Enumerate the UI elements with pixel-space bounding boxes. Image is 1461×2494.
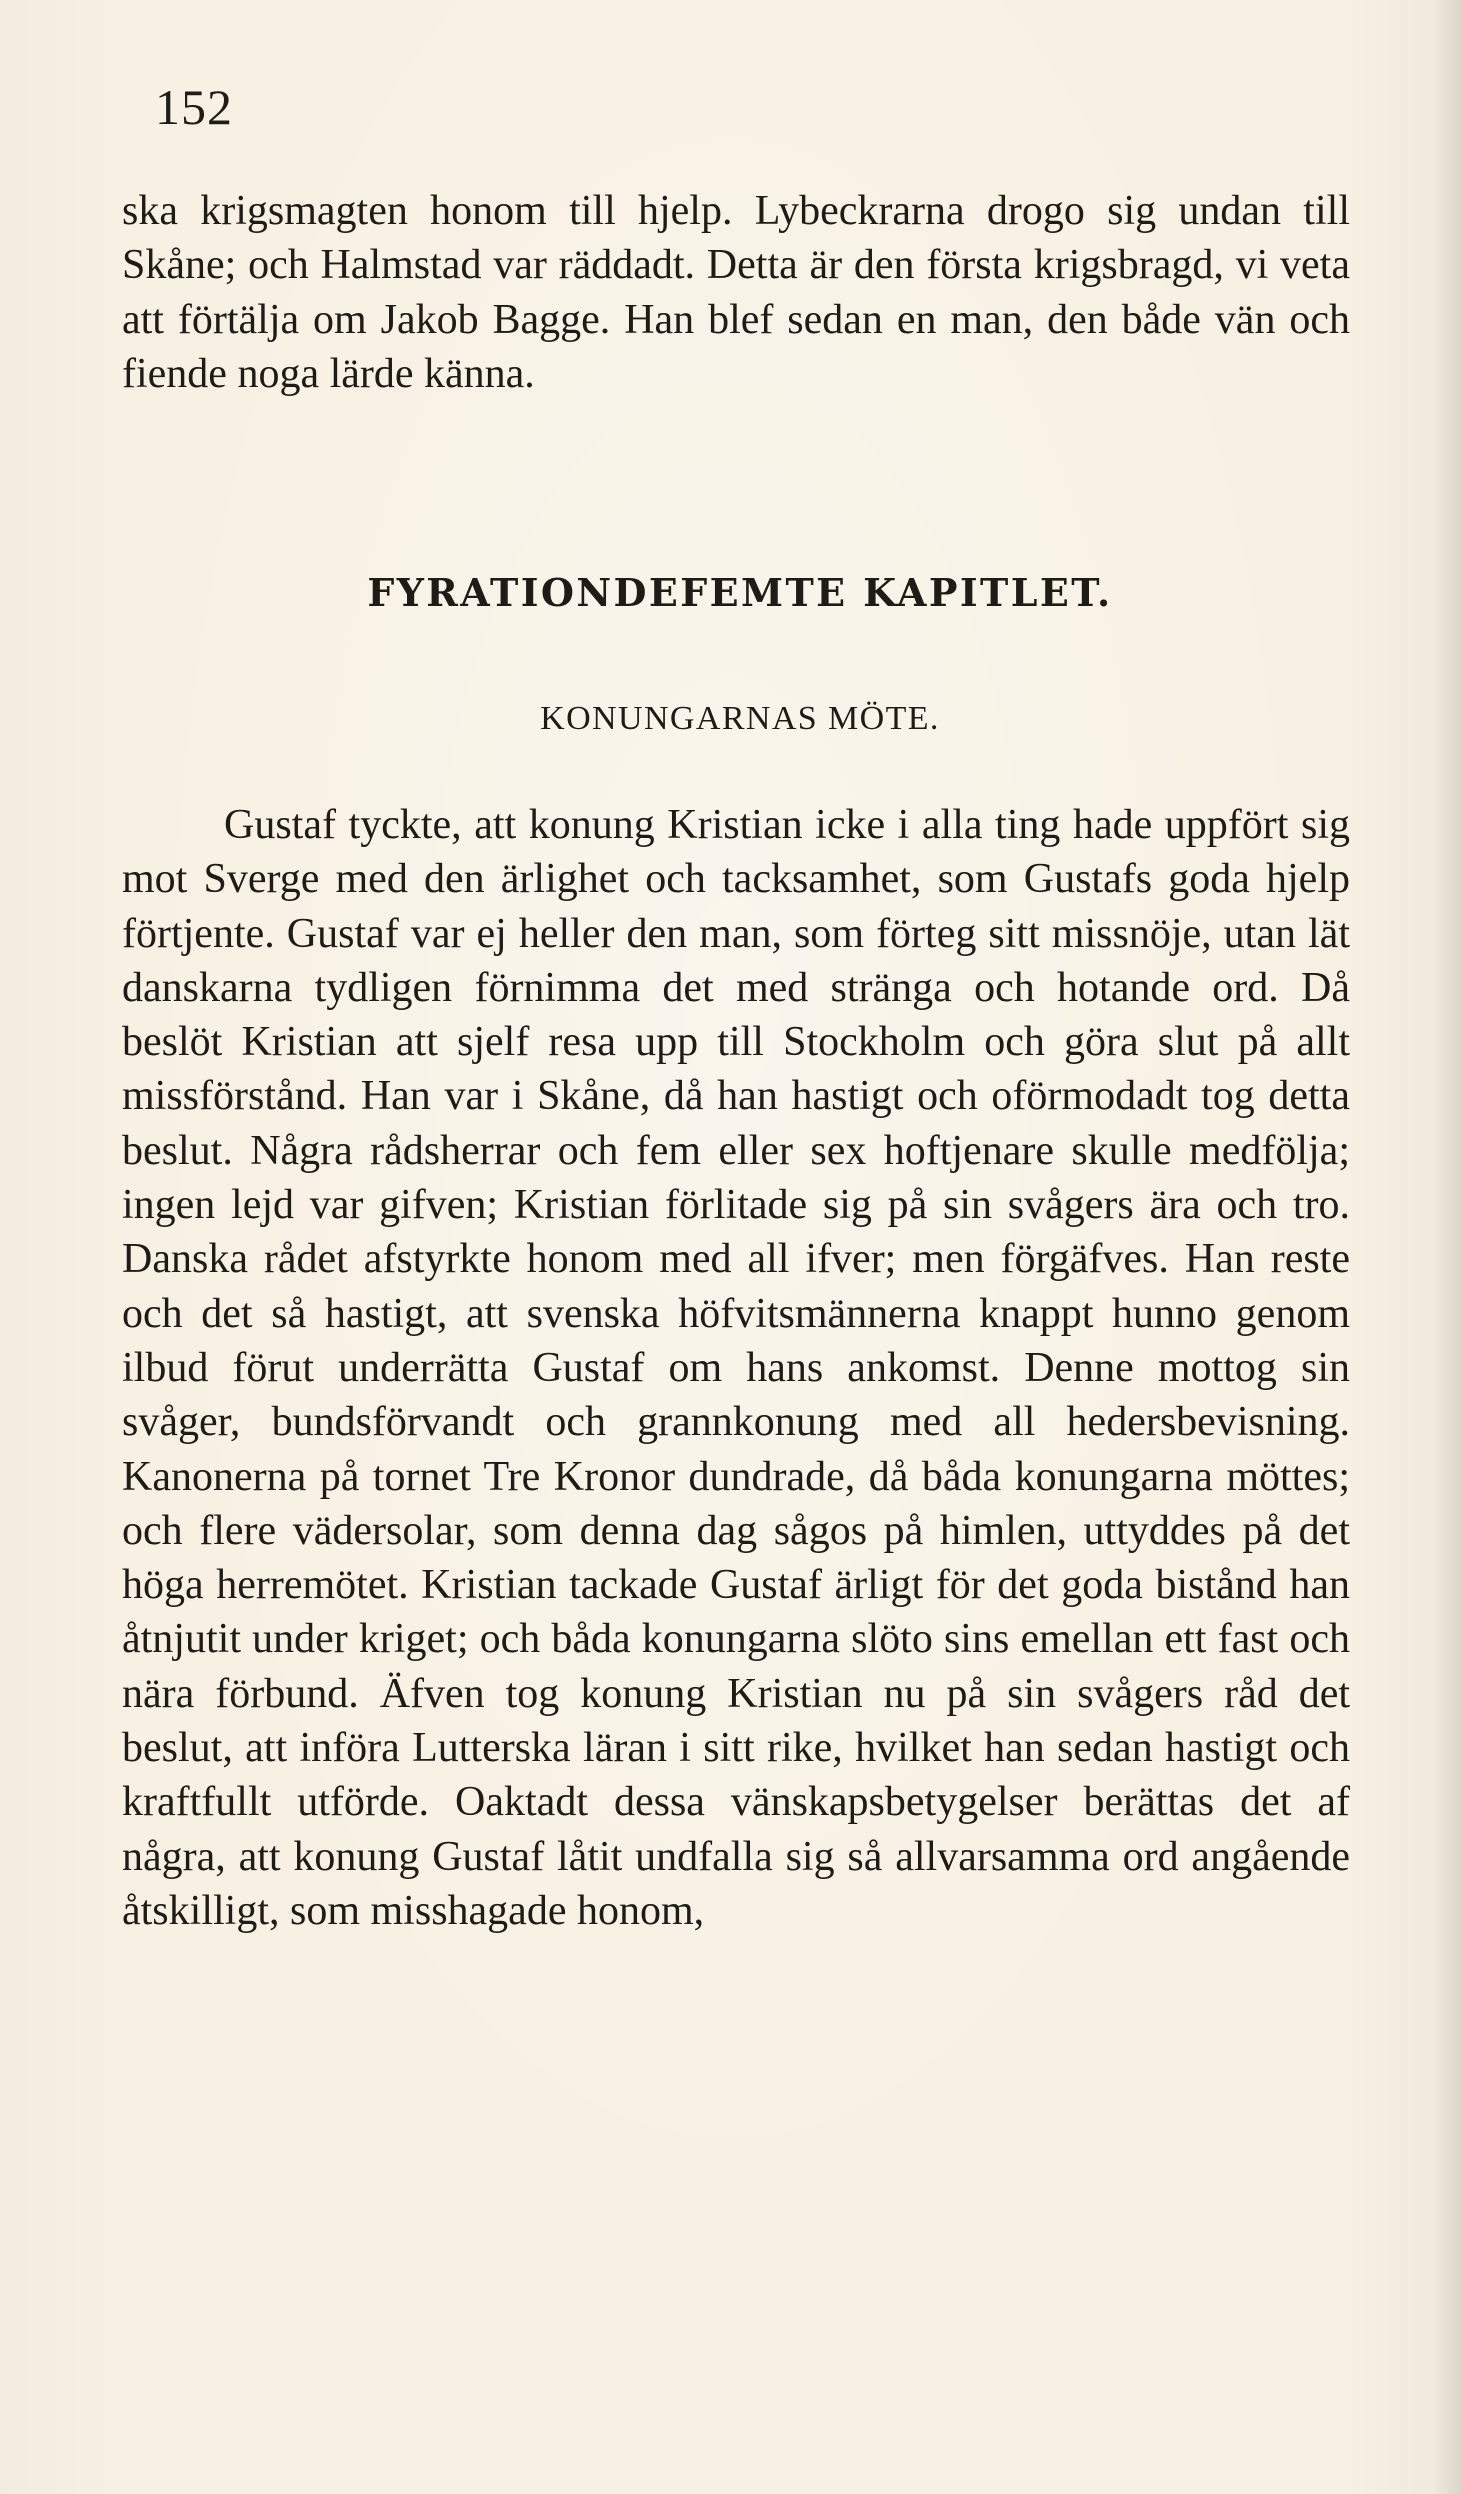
page-number: 152	[155, 79, 233, 135]
page-edge-shadow	[1433, 0, 1461, 2494]
chapter-subheading: KONUNGARNAS MÖTE.	[540, 700, 940, 737]
body-paragraph: Gustaf tyckte, att konung Kristian icke i alla ting hade uppfört sig mot Sverge med den ärlighet och tacksamhet, som Gustafs goda hjelp förtjente. Gustaf var ej heller den man, som förteg sitt missnöje, utan lät danskarna tydligen förnimma det med stränga och hotande ord. Då beslöt Kristian att sjelf resa upp till Stockholm och göra slut på allt missförstånd. Han var i Skåne, då han hastigt och oförmodadt tog detta beslut. Några rådsherrar och fem eller sex hoftjenare skulle medfölja; ingen lejd var gifven; Kristian förlitade sig på sin svågers ära och tro. Danska rådet afstyrkte honom med all ifver; men förgäfves. Han reste och det så hastigt, att svenska höfvitsmännerna knappt hunno genom ilbud förut underrätta Gustaf om hans ankomst. Denne mottog sin svåger, bundsförvandt och grannkonung med all hedersbevisning. Kanonerna på tornet Tre Kronor dundrade, då båda konungarna möttes; och flere vädersolar, som denna dag sågos på himlen, uttyddes på det höga herremötet. Kristian tackade Gustaf ärligt för det goda bistånd han åtnjutit under kriget; och båda konungarna slöto sins emellan ett fast och nära förbund. Äfven tog konung Kristian nu på sin svågers råd det beslut, att införa Lutterska läran i sitt rike, hvilket han sedan hastigt och kraftfullt utförde. Oaktadt dessa vänskapsbetygelser berättas det af några, att konung Gustaf låtit undfalla sig så allvarsamma ord angående åtskilligt, som misshagade honom,	[122, 802, 1350, 1934]
intro-paragraph: ska krigsmagten honom till hjelp. Lybeckrarna drogo sig undan till Skåne; och Halmstad var räddadt. Detta är den första krigsbragd, vi veta att förtälja om Jakob Bagge. Han blef sedan en man, den både vän och fiende noga lärde känna.	[122, 188, 1350, 397]
chapter-heading: FYRATIONDEFEMTE KAPITLET.	[367, 570, 1113, 615]
